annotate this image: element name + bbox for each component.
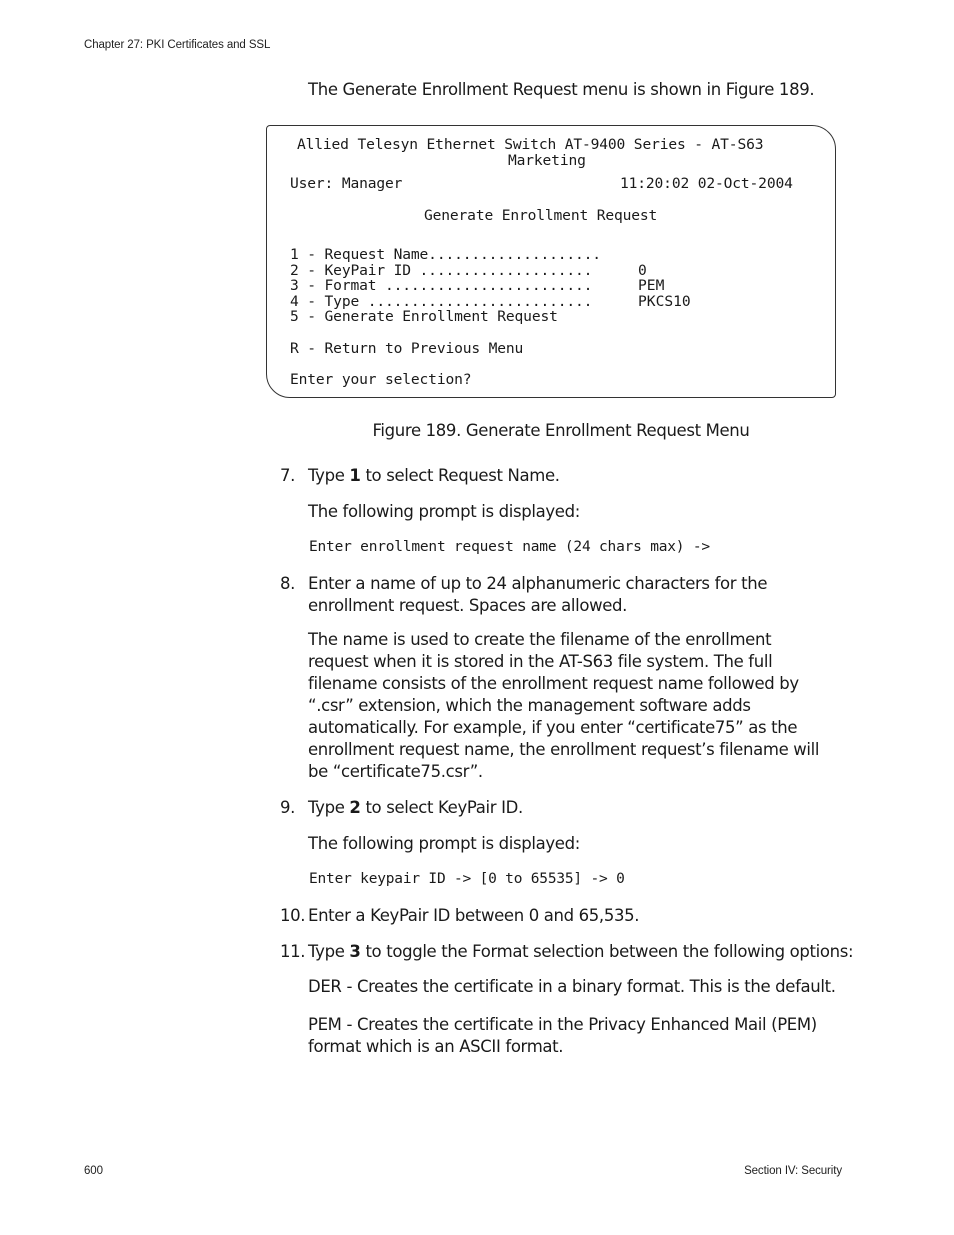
terminal-title-line2: Marketing [508, 152, 586, 169]
menu-item-generate[interactable]: 5 - Generate Enrollment Request [290, 308, 558, 325]
step-9-number: 9. [280, 798, 296, 817]
step-10-number: 10. [280, 906, 306, 925]
figure-caption: Figure 189. Generate Enrollment Request Menu [372, 421, 750, 440]
step-7-code: Enter enrollment request name (24 chars max) -> [309, 539, 710, 555]
step-7-key: 1 [349, 466, 361, 485]
step-9-text: Type 2 to select KeyPair ID. [308, 798, 523, 817]
menu-item-keypair-id[interactable]: 2 - KeyPair ID .................... [290, 262, 593, 279]
step-9-code: Enter keypair ID -> [0 to 65535] -> 0 [309, 871, 625, 887]
running-header: Chapter 27: PKI Certificates and SSL [84, 39, 271, 51]
step-11-option-der: DER - Creates the certificate in a binary format. This is the default. [308, 977, 836, 996]
step-11-key: 3 [349, 942, 361, 961]
step-11-text: Type 3 to toggle the Format selection between the following options: [308, 942, 854, 961]
menu-item-type[interactable]: 4 - Type .......................... [290, 293, 593, 310]
terminal-user: User: Manager [290, 175, 403, 192]
terminal-screen [266, 125, 836, 398]
step-9-key: 2 [349, 798, 361, 817]
step-8-text: Enter a name of up to 24 alphanumeric characters for the enrollment request. Spaces are allowed. [308, 574, 768, 615]
running-footer-section: Section IV: Security [744, 1165, 842, 1177]
step-8-number: 8. [280, 574, 296, 593]
step-9-follow: The following prompt is displayed: [308, 834, 580, 853]
terminal-menu-title: Generate Enrollment Request [424, 207, 658, 224]
terminal-title-line1: Allied Telesyn Ethernet Switch AT-9400 Series - AT-S63 [297, 136, 764, 153]
step-7-text: Type 1 to select Request Name. [308, 466, 560, 485]
step-7-number: 7. [280, 466, 296, 485]
page-number: 600 [84, 1165, 103, 1177]
step-7-follow: The following prompt is displayed: [308, 502, 580, 521]
step-11-option-pem: PEM - Creates the certificate in the Privacy Enhanced Mail (PEM) format which is an ASCII format. [308, 1015, 817, 1056]
menu-value-format: PEM [638, 277, 665, 294]
step-11-number: 11. [280, 942, 306, 961]
step-10-text: Enter a KeyPair ID between 0 and 65,535. [308, 906, 640, 925]
step-8-detail: The name is used to create the filename of the enrollment request when it is stored in the AT-S63 file system. The full filename consists of the enrollment request name followed by “.csr” extension, which the management software adds automatically. For example, if you enter “certificate75” as the enrollment request name, the enrollment request’s filename will be “certificate75.csr”. [308, 630, 820, 781]
intro-paragraph: The Generate Enrollment Request menu is shown in Figure 189. [308, 80, 815, 99]
terminal-prompt[interactable]: Enter your selection? [290, 371, 472, 388]
menu-item-format[interactable]: 3 - Format ........................ [290, 277, 593, 294]
terminal-datetime: 11:20:02 02-Oct-2004 [620, 175, 793, 192]
menu-item-request-name[interactable]: 1 - Request Name.................... [290, 246, 601, 263]
menu-item-return[interactable]: R - Return to Previous Menu [290, 340, 524, 357]
menu-value-keypair-id: 0 [638, 262, 647, 279]
menu-value-type: PKCS10 [638, 293, 691, 310]
